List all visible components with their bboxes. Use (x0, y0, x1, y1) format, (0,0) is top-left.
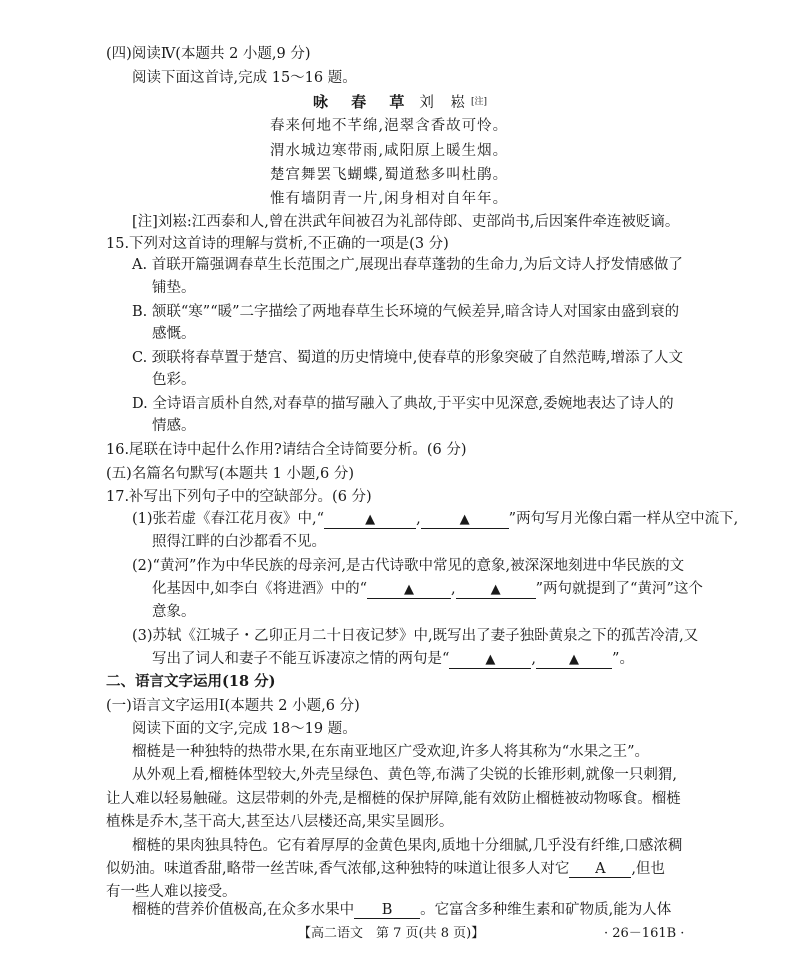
passage-paragraph-1: 榴梿是一种独特的热带水果,在东南亚地区广受欢迎,许多人将其称为“水果之王”。 (132, 744, 650, 760)
question-17-2-cont: 化基因中,如李白《将进酒》中的“ ▲ , ▲ ”两句就提到了“黄河”这个 (152, 581, 703, 597)
option-15-b-cont: 感慨。 (152, 326, 196, 342)
option-15-a-cont: 铺垫。 (152, 280, 196, 296)
question-17-3-cont: 写出了词人和妻子不能互诉凄凉之情的两句是“ ▲ , ▲ ”。 (152, 651, 634, 667)
answer-blank-6[interactable]: ▲ (536, 651, 612, 669)
passage-paragraph-2-end: 植株是乔木,茎干高大,甚至达八层楼还高,果实呈圆形。 (106, 814, 454, 830)
question-15-stem: 15.下列对这首诗的理解与赏析,不正确的一项是(3 分) (106, 236, 449, 252)
answer-blank-2[interactable]: ▲ (421, 511, 509, 529)
answer-blank-3[interactable]: ▲ (367, 581, 451, 599)
section-4-heading: (四)阅读Ⅳ(本题共 2 小题,9 分) (106, 46, 311, 62)
question-17-1-cont: 照得江畔的白沙都看不见。 (152, 534, 326, 550)
poem-title-row (0, 92, 800, 113)
question-17-2: (2)“黄河”作为中华民族的母亲河,是古代诗歌中常见的意象,被深深地刻进中华民族的文 (132, 558, 685, 574)
answer-blank-a[interactable]: A (569, 861, 631, 878)
question-17-2-end: 意象。 (152, 604, 196, 620)
poem-title: 咏 春 草 (312, 93, 414, 111)
poem-note: [注]刘崧:江西泰和人,曾在洪武年间被召为礼部侍郎、吏部尚书,后因案件牵连被贬谪。 (132, 214, 680, 230)
passage-paragraph-3-end: 有一些人难以接受。 (106, 884, 237, 900)
option-15-d-cont: 情感。 (152, 418, 196, 434)
answer-blank-b[interactable]: B (354, 902, 420, 919)
option-15-d: D. 全诗语言质朴自然,对春草的描写融入了典故,于平实中见深意,委婉地表达了诗人的 (132, 396, 674, 412)
option-15-b: B. 颔联“寒”“暖”二字描绘了两地春草生长环境的气候差异,暗含诗人对国家由盛到衰的 (132, 304, 680, 320)
passage-paragraph-4: 榴梿的营养价值极高,在众多水果中 B 。它富含多种维生素和矿物质,能为人体 (132, 902, 672, 918)
section-5-heading: (五)名篇名句默写(本题共 1 小题,6 分) (106, 466, 355, 482)
option-15-c-cont: 色彩。 (152, 372, 196, 388)
question-17-stem: 17.补写出下列句子中的空缺部分。(6 分) (106, 489, 372, 505)
poem-line-2: 渭水城边寒带雨,咸阳原上暖生烟。 (270, 143, 509, 159)
footer-code: · 26－161B · (604, 926, 685, 941)
option-15-a: A. 首联开篇强调春草生长范围之广,展现出春草蓬勃的生命力,为后文诗人抒发情感做了 (132, 257, 683, 273)
subsection-1-heading: (一)语言文字运用Ⅰ(本题共 2 小题,6 分) (106, 698, 360, 714)
answer-blank-4[interactable]: ▲ (456, 581, 536, 599)
question-17-1: (1)张若虚《春江花月夜》中,“ ▲ , ▲ ”两句写月光像白霜一样从空中流下, (132, 511, 739, 527)
subsection-1-intro: 阅读下面的文字,完成 18～19 题。 (132, 721, 357, 737)
passage-paragraph-3: 榴梿的果肉独具特色。它有着厚厚的金黄色果肉,质地十分细腻,几乎没有纤维,口感浓稠 (132, 838, 683, 854)
page-footer: 【高二语文 第 7 页(共 8 页)】 (298, 926, 485, 941)
passage-paragraph-3-cont: 似奶油。味道香甜,略带一丝苦味,香气浓郁,这种独特的味道让很多人对它 A ,但也 (106, 861, 665, 877)
answer-blank-5[interactable]: ▲ (449, 651, 531, 669)
question-17-3: (3)苏轼《江城子・乙卯正月二十日夜记梦》中,既写出了妻子独卧黄泉之下的孤苦冷清,又 (132, 628, 699, 644)
question-16-stem: 16.尾联在诗中起什么作用?请结合全诗简要分析。(6 分) (106, 442, 467, 458)
section-4-intro: 阅读下面这首诗,完成 15～16 题。 (132, 70, 357, 86)
answer-blank-1[interactable]: ▲ (324, 511, 416, 529)
poem-author: 刘 崧 (419, 95, 472, 111)
poem-line-1: 春来何地不芊绵,浥翠含香故可怜。 (270, 118, 509, 134)
part-2-heading: 二、语言文字运用(18 分) (106, 673, 276, 690)
note-marker: [注] (471, 97, 488, 107)
option-15-c: C. 颈联将春草置于楚宫、蜀道的历史情境中,使春草的形象突破了自然范畴,增添了人文 (132, 350, 684, 366)
passage-paragraph-2: 从外观上看,榴梿体型较大,外壳呈绿色、黄色等,布满了尖锐的长锥形刺,就像一只刺猬, (132, 767, 678, 783)
poem-line-3: 楚宫舞罢飞蝴蝶,蜀道愁多叫杜鹃。 (270, 167, 509, 183)
poem-line-4: 惟有墙阴青一片,闲身相对自年年。 (270, 191, 509, 207)
passage-paragraph-2-cont: 让人难以轻易触碰。这层带刺的外壳,是榴梿的保护屏障,能有效防止榴梿被动物啄食。榴梿 (106, 791, 681, 807)
